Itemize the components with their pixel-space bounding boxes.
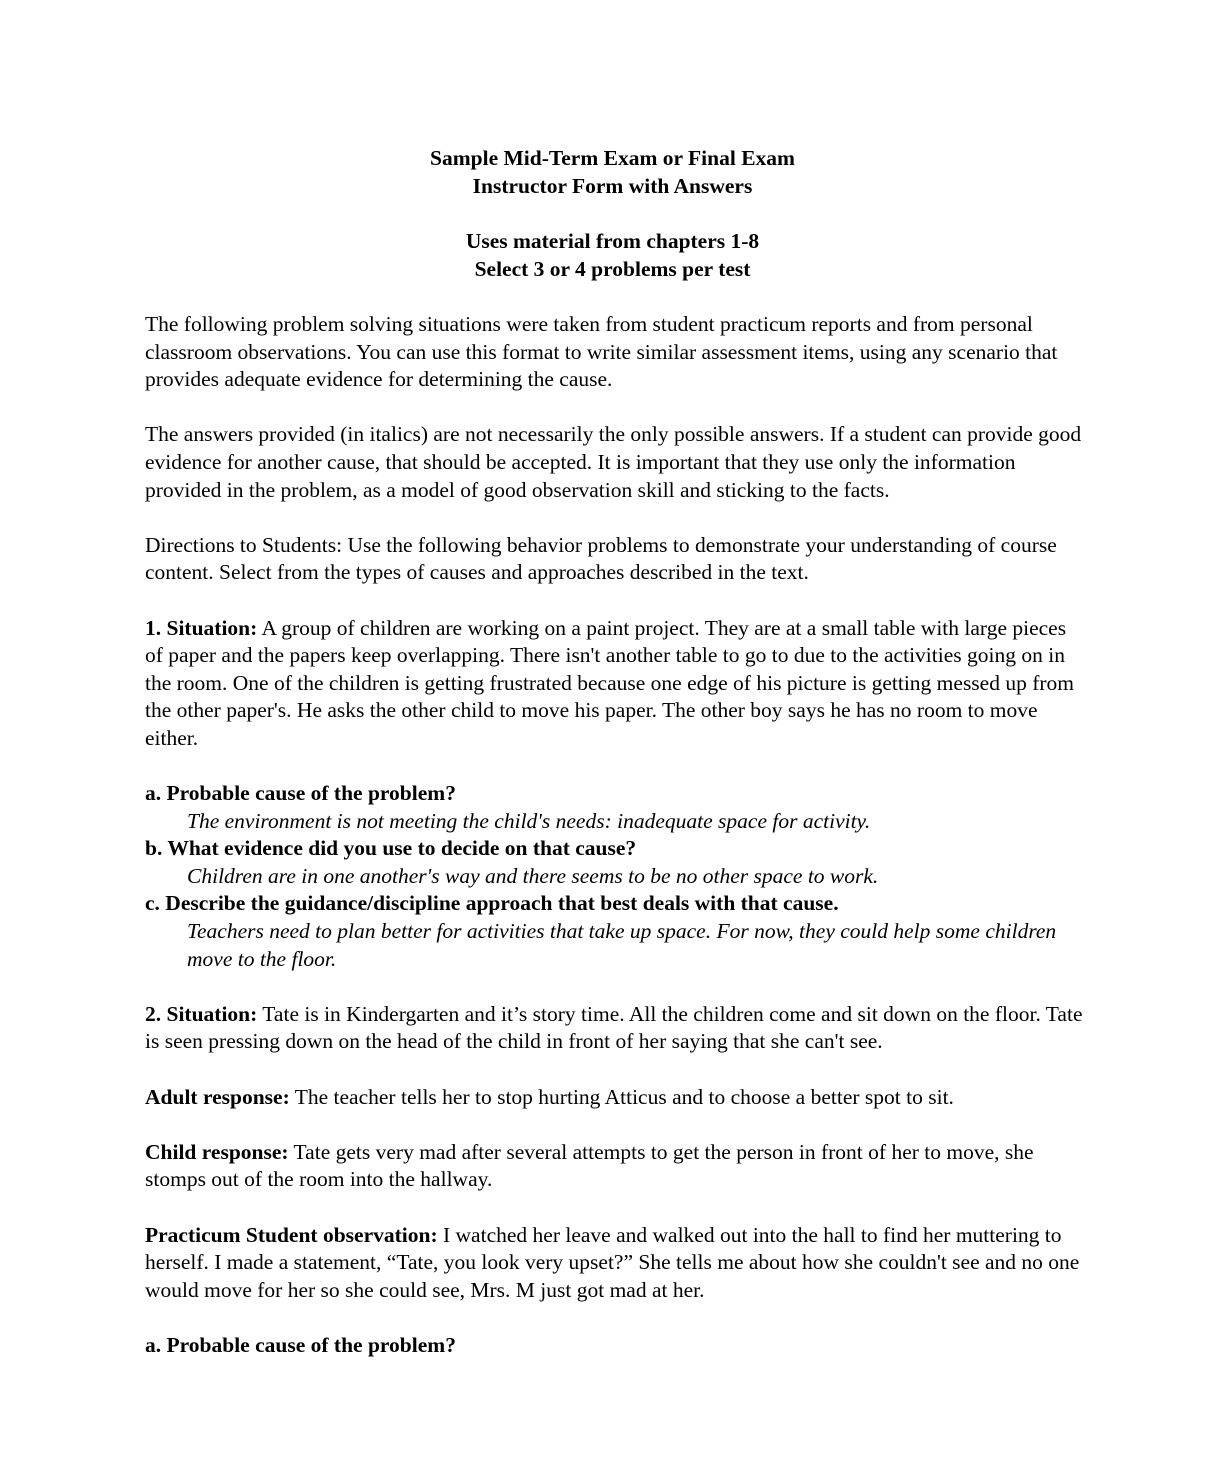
document-title <box>145 145 1080 200</box>
problem-2-observation <box>145 1222 1085 1305</box>
adult-response-text: The teacher tells her to stop hurting Atticus and to choose a better spot to sit. <box>289 1084 954 1109</box>
problem-2-question-a: a. Probable cause of the problem? <box>145 1332 456 1357</box>
intro-paragraph-2: The answers provided (in italics) are not necessarily the only possible answers. If a student can provide good evidence for another cause, that should be accepted. It is important that they use only the information provided in the problem, as a model of good observation skill and sticking to the facts. <box>145 422 1082 502</box>
adult-response-label: Adult response: <box>145 1084 290 1109</box>
problem-2-situation <box>145 1001 1085 1056</box>
problem-1-answer-b: Children are in one another's way and there seems to be no other space to work. <box>187 863 879 888</box>
problem-1-situation-text: A group of children are working on a paint project. They are at a small table with large pieces of paper and the papers keep overlapping. There isn't another table to go to due to the activities going on in the room. One of the children is getting frustrated because one edge of his picture is getting messed up from the other paper's. He asks the other child to move his paper. The other boy says he has no room to move either. <box>145 615 1075 750</box>
problem-1-question-a: a. Probable cause of the problem? <box>145 781 456 806</box>
child-response-text: Tate gets very mad after several attempts to get the person in front of her to move, she stomps out of the room into the hallway. <box>145 1139 1034 1192</box>
problem-2-situation-text: Tate is in Kindergarten and it’s story time. All the children come and sit down on the floor. Tate is seen pressing down on the head of the child in front of her saying that she can't see. <box>145 1001 1083 1054</box>
problem-1-answer-a: The environment is not meeting the child's needs: inadequate space for activity. <box>187 808 871 833</box>
observation-label: Practicum Student observation: <box>145 1222 438 1247</box>
intro-paragraph-1: The following problem solving situations were taken from student practicum reports and from personal classroom observations. You can use this format to write similar assessment items, using any scenario that provides adequate evidence for determining the cause. <box>145 311 1058 392</box>
directions-paragraph: Directions to Students: Use the following behavior problems to demonstrate your understanding of course content. Select from the types of causes and approaches described in the text. <box>145 532 1057 585</box>
title-line-2: Instructor Form with Answers <box>472 173 753 198</box>
problem-2-situation-label: 2. Situation: <box>145 1001 258 1026</box>
problem-2-child-response <box>145 1139 1085 1194</box>
document-subtitle <box>145 228 1080 283</box>
problem-1-answer-c: Teachers need to plan better for activities that take up space. For now, they could help some children move to the floor. <box>187 919 1057 971</box>
child-response-label: Child response: <box>145 1139 289 1164</box>
title-line-1: Sample Mid-Term Exam or Final Exam <box>430 146 795 170</box>
problem-2-adult-response <box>145 1084 1085 1112</box>
subtitle-line-2: Select 3 or 4 problems per test <box>474 256 751 281</box>
problem-1-situation-label: 1. Situation: <box>145 615 258 640</box>
problem-1-situation <box>145 615 1085 753</box>
subtitle-line-1: Uses material from chapters 1-8 <box>465 229 760 254</box>
observation-text: I watched her leave and walked out into the hall to find her muttering to herself. I made a statement, “Tate, you look very upset?” She tells me about how she couldn't see and no one would move for her so she could see, Mrs. M just got mad at her. <box>145 1222 1080 1302</box>
problem-1-question-c: c. Describe the guidance/discipline approach that best deals with that cause. <box>145 891 839 916</box>
document-page <box>145 145 1085 1360</box>
problem-1-question-b: b. What evidence did you use to decide on that cause? <box>145 836 637 861</box>
